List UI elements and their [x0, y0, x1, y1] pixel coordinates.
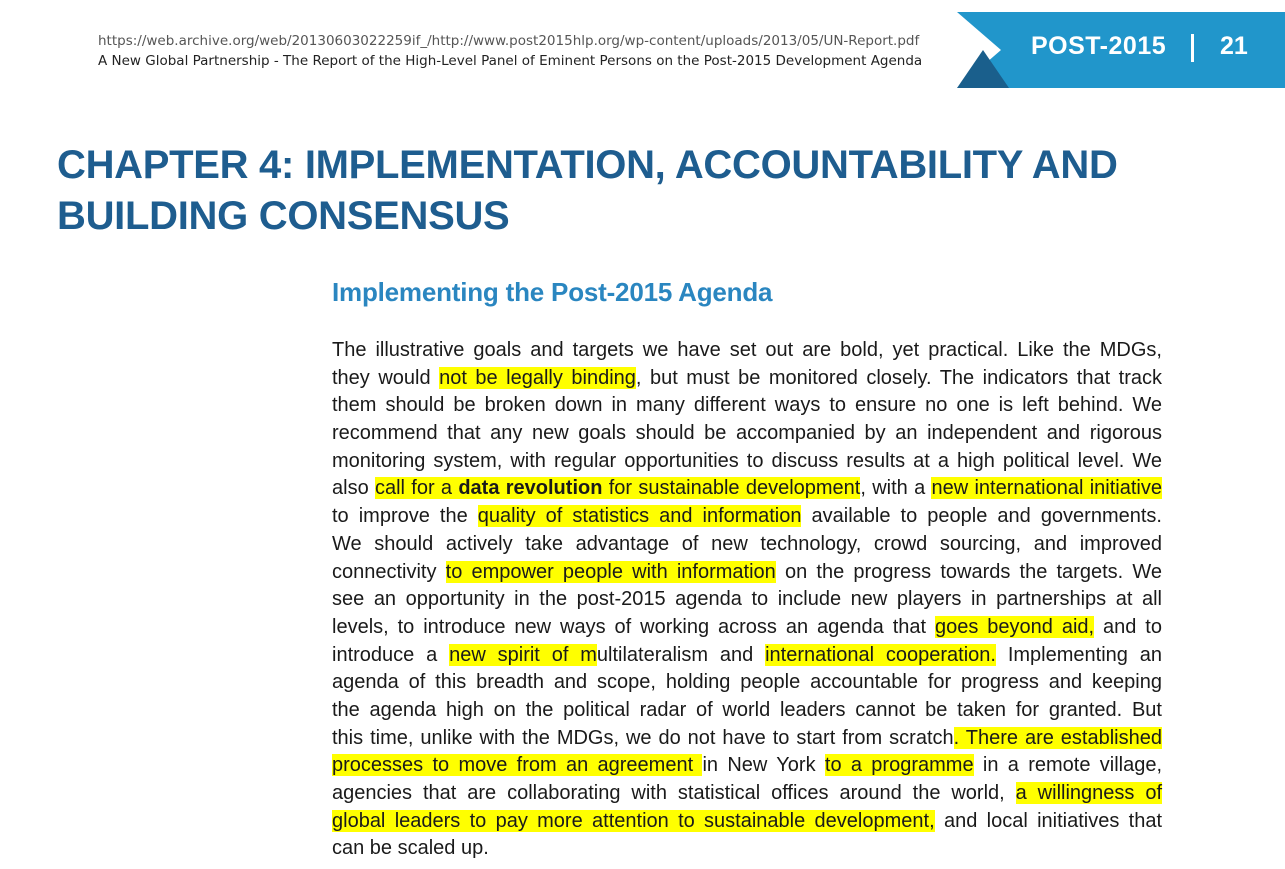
- paragraph-line: [332, 365, 1162, 393]
- text-run: and to: [1094, 615, 1162, 638]
- text-run: also: [332, 477, 375, 500]
- text-run: the agenda high on the political radar of world leaders cannot be taken for granted. But: [332, 698, 1162, 721]
- text-run: introduce a: [332, 643, 450, 666]
- paragraph-line: [332, 531, 1162, 559]
- highlighted-text: international cooperation.: [765, 643, 996, 666]
- paragraph-line: [332, 835, 1162, 863]
- chapter-title: [57, 140, 1237, 242]
- paragraph-line: [332, 642, 1162, 670]
- text-run: and local initiatives that: [934, 809, 1163, 832]
- paragraph-line: [332, 559, 1162, 587]
- report-title: A New Global Partnership - The Report of the High-Level Panel of Eminent Persons on the Post-2015 Development Agenda: [98, 53, 923, 69]
- paragraph-line: [332, 586, 1162, 614]
- text-run: can be scaled up.: [332, 837, 489, 860]
- paragraph-line: [332, 725, 1162, 753]
- paragraph-line: [332, 669, 1162, 697]
- chapter-title-line2: BUILDING CONSENSUS: [57, 194, 510, 238]
- text-run: agencies that are collaborating with statistical offices around the world,: [332, 782, 1016, 804]
- highlighted-text: to a programme: [824, 754, 974, 777]
- text-run: , with a: [860, 477, 932, 500]
- paragraph-line: [332, 420, 1162, 448]
- text-run: see an opportunity in the post-2015 agenda to include new players in partnerships at all: [332, 588, 1162, 611]
- banner-divider: [1191, 34, 1194, 62]
- text-run: recommend that any new goals should be accompanied by an independent and rigorous: [332, 422, 1162, 445]
- paragraph-line: [332, 752, 1162, 780]
- paragraph-line: [332, 780, 1162, 808]
- highlighted-text: call for a: [374, 477, 459, 500]
- page-banner: [957, 12, 1285, 88]
- paragraph-line: [332, 503, 1162, 531]
- highlighted-text: new international initiative: [931, 477, 1162, 500]
- text-run: Implementing an: [995, 643, 1162, 666]
- text-run: in New York: [702, 754, 825, 777]
- text-run: monitoring system, with regular opportunities to discuss results at a high political level. We: [332, 449, 1162, 472]
- paragraph-line: [332, 392, 1162, 420]
- paragraph-line: [332, 697, 1162, 725]
- text-run: in a remote village,: [973, 754, 1163, 777]
- text-run: agenda of this breadth and scope, holding people accountable for progress and keeping: [332, 671, 1162, 694]
- text-run: this time, unlike with the MDGs, we do not have to start from scratch: [332, 726, 954, 749]
- page-number: 21: [1220, 32, 1248, 60]
- body-paragraph: [332, 337, 1162, 863]
- text-run: them should be broken down in many different ways to ensure no one is left behind. We: [332, 394, 1162, 417]
- text-run: , but must be monitored closely. The indicators that track: [635, 366, 1163, 389]
- source-url: https://web.archive.org/web/20130603022259if_/http://www.post2015hlp.org/wp-content/uploads/2013/05/UN-Report.pdf: [98, 33, 920, 49]
- highlighted-text: for sustainable development: [602, 477, 861, 500]
- text-run: available to people and governments.: [801, 505, 1162, 528]
- highlighted-text: global leaders to pay more attention to sustainable development,: [332, 809, 935, 832]
- highlighted-text: quality of statistics and information: [477, 505, 802, 528]
- highlighted-text: . There are established: [953, 726, 1162, 749]
- text-run: The illustrative goals and targets we have set out are bold, yet practical. Like the MDGs,: [332, 339, 1162, 361]
- text-run: they would: [332, 366, 440, 389]
- paragraph-line: [332, 337, 1162, 365]
- paragraph-line: [332, 614, 1162, 642]
- highlighted-text: a willingness of: [1015, 782, 1162, 804]
- highlighted-text: not be legally binding: [439, 366, 636, 389]
- highlighted-text: to empower people with information: [445, 560, 776, 583]
- paragraph-line: [332, 808, 1162, 836]
- text-run: ultilateralism and: [596, 643, 766, 666]
- highlighted-text: processes to move from an agreement: [332, 754, 703, 777]
- paragraph-line: [332, 448, 1162, 476]
- text-run: on the progress towards the targets. We: [775, 560, 1162, 583]
- text-run: to improve the: [332, 505, 478, 528]
- text-run: levels, to introduce new ways of working across an agenda that: [332, 615, 935, 638]
- highlighted-text: data revolution: [458, 477, 603, 500]
- chapter-title-line1: CHAPTER 4: IMPLEMENTATION, ACCOUNTABILITY AND: [57, 143, 1118, 187]
- highlighted-text: goes beyond aid,: [934, 615, 1095, 638]
- text-run: connectivity: [332, 560, 446, 583]
- text-run: We should actively take advantage of new technology, crowd sourcing, and improved: [332, 532, 1162, 555]
- section-heading: Implementing the Post-2015 Agenda: [332, 277, 773, 307]
- banner-brand: POST-2015: [1031, 32, 1167, 60]
- highlighted-text: new spirit of m: [449, 643, 597, 666]
- paragraph-line: [332, 475, 1162, 503]
